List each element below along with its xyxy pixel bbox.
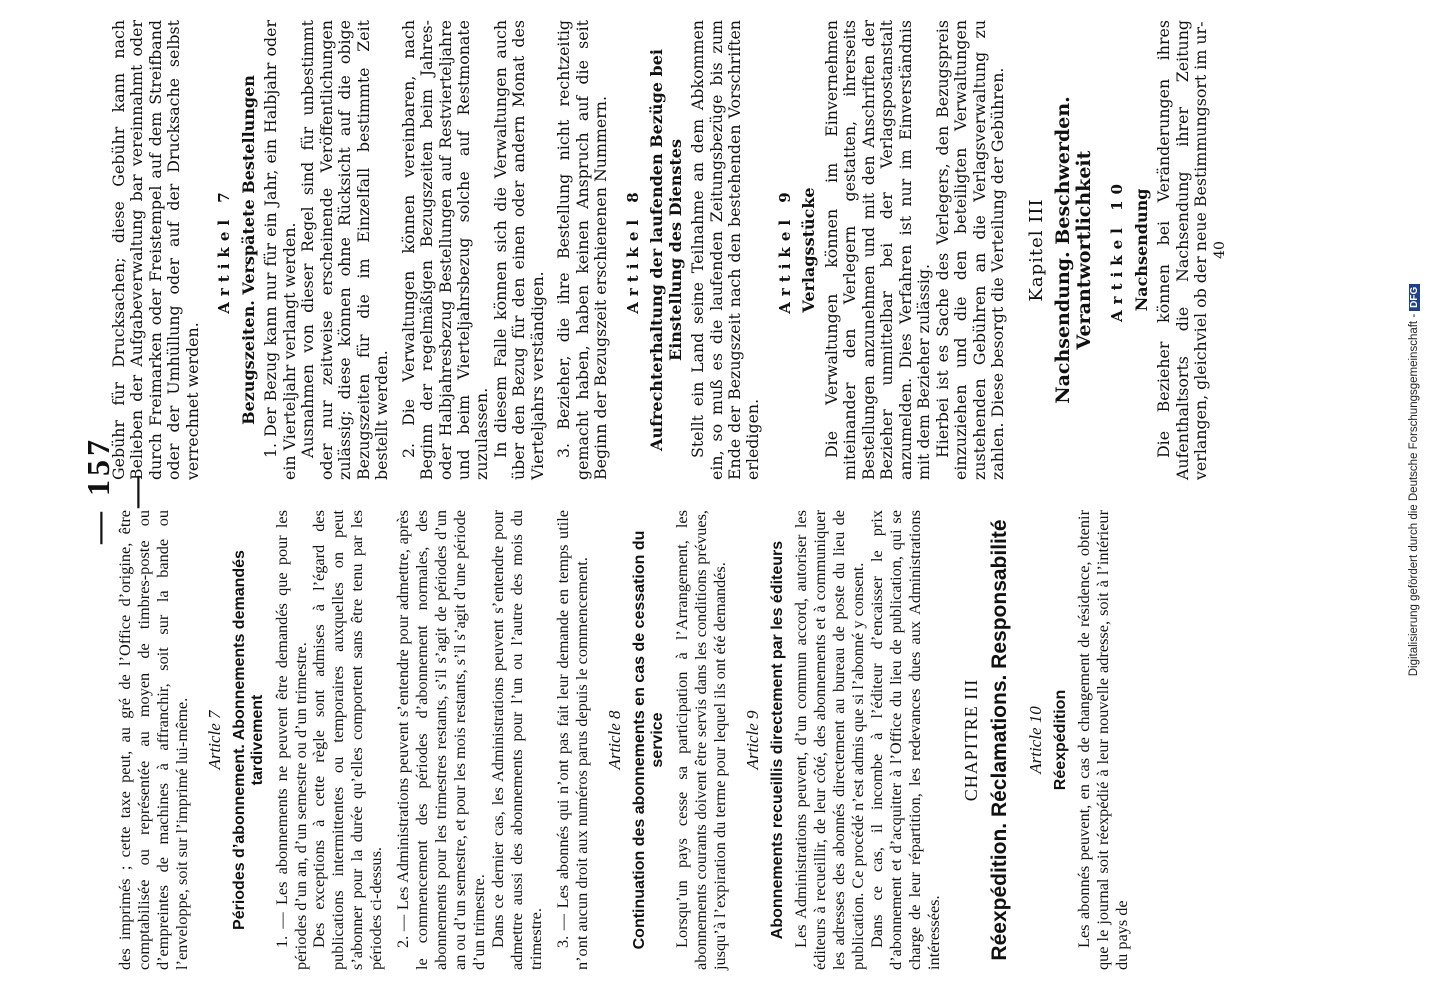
fr-art7-p1: 1. — Les abonnements ne peuvent être demandés que pour les périodes d’un an, d’un semestre ou d’un trimestre. [271, 510, 310, 970]
fr-chapter-title: Réexpédition. Réclamations. Responsabilité [987, 519, 1011, 961]
digitization-notice [1408, 100, 1420, 860]
de-art10-p1: Die Bezieher können bei Veränderungen ihres Aufenthaltsorts die Nachsendung ihrer Zeitung verlangen, gleichviel ob der neue Bestimmungsort im ur- [1154, 20, 1210, 480]
german-column [110, 20, 1229, 480]
fr-art9-p2: Dans ce cas, il incombe à l’éditeur d’encaisser le prix d’abonnement et d’acquitter à l’Office du lieu de publication, qui se charge de leur répartition, les redevances dues aux Administrations intéressées. [866, 510, 943, 970]
fr-art10-p1: Les abonnés peuvent, en cas de changement de résidence, obtenir que le journal soit réexpédié à leur nouvelle adresse, soit à l’intérieur du pays de [1074, 510, 1132, 970]
fr-art8-title: Continuation des abonnements en cas de cessation du service [631, 530, 667, 950]
fr-art8-heading: Article 8 [605, 710, 625, 770]
de-footnote: 40 [1212, 241, 1229, 259]
fr-art7-p3: 2. — Les Administrations peuvent s’entendre pour admettre, après le commencement des périodes d’abonnement normales, des abonnements pour les trimestres restants, s’il s’agit de périodes d’un an ou d’un semestre, et pour les mois restants, s’il s’agit d’une période d’un trimestre. [393, 510, 489, 970]
de-art7-p4: In diesem Falle können sich die Verwaltungen auch über den Bezug für den einen oder andern Monat des Vierteljahrs verständigen. [490, 20, 547, 480]
fr-art9-heading: Article 9 [742, 710, 762, 770]
fr-art9-p1: Les Administrations peuvent, d’un commun accord, autoriser les éditeurs à recueillir, de leur côté, des abonnements et à communiquer les adresses des abonnés directement au bureau de poste du lieu de publication. Ce procédé n’est admis que si l’abonné y consent. [790, 510, 867, 970]
digitization-text: Digitalisierung gefördert durch die Deutsche Forschungsgemeinschaft - [1408, 313, 1420, 677]
de-art8-title: Aufrechterhaltung der laufenden Bezüge bei Einstellung des Dienstes [647, 49, 685, 451]
de-art8-p1: Stellt ein Land seine Teilnahme an dem Abkommen ein, so muß es die laufenden Zeitungsbezüge bis zum Ende der Bezugszeit nach den bestehenden Vorschriften erledigen. [688, 20, 763, 480]
fr-art7-heading: Article 7 [204, 710, 224, 770]
de-art10-heading: Artikel 10 [1108, 178, 1127, 322]
fr-art8-p1: Lorsqu’un pays cesse sa participation à l’Arrangement, les abonnements courants doivent être servis dans les conditions prévues, jusqu’à l’expiration du terme pour lequel ils ont été demandés. [671, 510, 729, 970]
de-art8-heading: Artikel 8 [623, 186, 642, 314]
de-intro: Gebühr für Drucksachen; diese Gebühr kann nach Belieben der Aufgabeverwaltung bar vereinnahmt oder durch Freimarken oder Freistempel auf dem Streifband oder der Umhüllung oder auf der Drucksache selbst verrechnet werden. [109, 20, 202, 480]
de-art9-p1: Die Verwaltungen können im Einvernehmen miteinander den Verlegern gestatten, ihrerseits Bestellungen anzunehmen und mit den Anschriften der Bezieher unmittelbar bei der Verlagspostanstalt anzumelden. Dies Verfahren ist nur im Einverständnis mit dem Bezieher zulässig. [821, 20, 934, 480]
de-art7-heading: Artikel 7 [215, 186, 234, 314]
fr-art7-p5: 3. — Les abonnés qui n’ont pas fait leur demande en temps utile n’ont aucun droit aux numéros parus depuis le commencement. [553, 510, 592, 970]
de-art10-title: Nachsendung [1131, 188, 1151, 312]
french-column [115, 510, 1131, 970]
de-art9-p2: Hierbei ist es Sache des Verlegers, den Bezugspreis einzuziehen und die den beteiligten Verwaltungen zustehenden Gebühren an die Verlagsverwaltung zu zahlen. Diese besorgt die Verteilung der Gebühren. [932, 20, 1008, 480]
de-art7-p1: 1. Der Bezug kann nur für ein Jahr, ein Halbjahr oder ein Vierteljahr verlangt werden. [261, 20, 299, 480]
page-number: — 157 — [80, 436, 153, 544]
fr-art9-title: Abonnements recueillis directement par les éditeurs [768, 540, 786, 940]
de-art7-p3: 2. Die Verwaltungen können vereinbaren, nach Beginn der regelmäßigen Bezugszeiten beim Jahres- oder Halbjahresbezug Bestellungen auf Restvierteljahre und beim Vierteljahrsbezug solche auf Restmonate zuzulassen. [398, 20, 492, 480]
fr-intro: des imprimés ; cette taxe peut, au gré de l’Office d’origine, être comptabilisée ou représentée au moyen de timbres-poste ou d’empreintes de machines à affranchir, soit sur la bande ou l’enveloppe, soit sur l’imprimé lui-même. [115, 510, 191, 970]
de-art7-p2: Ausnahmen von dieser Regel sind für unbestimmt oder nur zeitweise erscheinende Veröffentlichungen zulässig; diese können ohne Rücksicht auf die obige Bezugszeiten für die im Einzelfall bestimmte Zeit bestellt werden. [298, 20, 392, 480]
de-art7-title: Bezugszeiten. Verspätete Bestellungen [238, 75, 258, 425]
de-chapter-heading: Kapitel III [1025, 198, 1047, 302]
fr-art10-title: Réexpédition [1052, 689, 1070, 791]
fr-art7-p4: Dans ce dernier cas, les Administrations peuvent s’entendre pour admettre aussi des abonnements pour l’un ou l’autre des mois du trimestre. [488, 510, 546, 970]
fr-art10-heading: Article 10 [1026, 706, 1046, 774]
fr-chapter-heading: CHAPITRE III [960, 678, 981, 802]
de-art9-title: Verlagsstücke [799, 187, 819, 313]
de-art9-heading: Artikel 9 [775, 186, 794, 314]
fr-art7-title: Périodes d’abonnement. Abonnements demandés tardivement [230, 550, 267, 930]
fr-art7-p2: Des exceptions à cette règle sont admises à l’égard des publications intermittentes ou temporaires auxquelles on peut s’abonner pour la durée qu’elles comportent sans être tenu par les périodes ci-dessus. [309, 510, 386, 970]
dfg-logo: DFG [1409, 284, 1420, 311]
de-chapter-title: Nachsendung. Beschwerden. Verantwortlichkeit [1051, 96, 1095, 404]
de-art7-p5: 3. Bezieher, die ihre Bestellung nicht rechtzeitig gemacht haben, haben keinen Anspruch auf die seit Beginn der Bezugszeit erschienenen Nummern. [554, 20, 611, 480]
